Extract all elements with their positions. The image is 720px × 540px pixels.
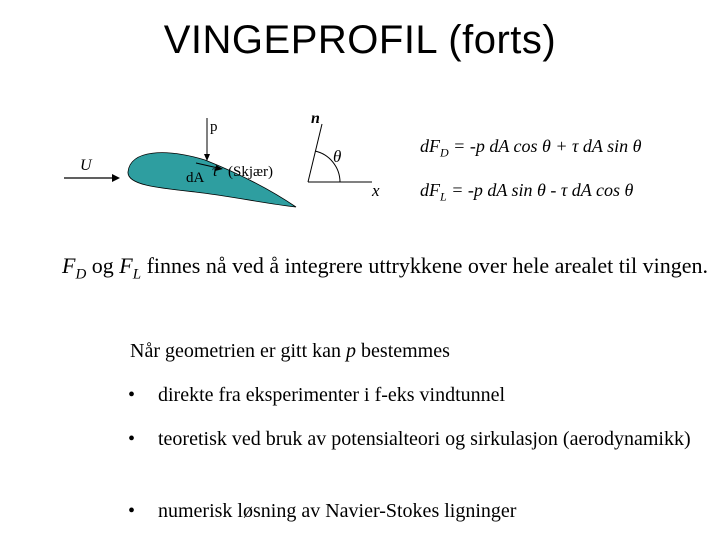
label-skjaer: (Skjær) [228, 164, 273, 180]
label-u: U [80, 157, 92, 174]
equation-drag [420, 136, 641, 161]
bullet-text: direkte fra eksperimenter i f-eks vindtunnel [158, 384, 506, 406]
intro-p: p [346, 340, 357, 362]
og-word: og [86, 253, 120, 278]
bullet-icon: • [128, 500, 136, 522]
label-da: dA [186, 170, 205, 186]
intro-after: bestemmes [356, 340, 450, 362]
fd-sub: D [75, 266, 87, 283]
fl-symbol: F [119, 253, 133, 278]
equation-drag-sub: D [440, 145, 449, 160]
paragraph-rest: finnes nå ved å integrere uttrykkene over hele arealet til vingen. [141, 253, 708, 278]
label-tau: τ [212, 163, 218, 180]
bullet-text: numerisk løsning av Navier-Stokes ligninger [158, 500, 517, 522]
bullet-icon: • [128, 384, 136, 406]
flow-arrow-head [112, 174, 120, 182]
equation-drag-lhs: dF [420, 136, 440, 156]
equation-lift-sub: L [440, 189, 447, 204]
label-p: p [210, 119, 218, 135]
bullet-icon: • [128, 428, 136, 450]
integration-paragraph [62, 252, 712, 288]
label-x: x [372, 181, 380, 200]
label-theta: θ [333, 147, 342, 166]
geometry-intro [130, 340, 450, 363]
equation-lift [420, 180, 633, 205]
intro-before: Når geometrien er gitt kan [130, 340, 347, 362]
fd-symbol: F [62, 253, 76, 278]
bullet-text: teoretisk ved bruk av potensialteori og sirkulasjon (aerodynamikk) [158, 428, 691, 450]
fl-sub: L [132, 266, 142, 283]
label-n: n [311, 110, 320, 127]
page-title: VINGEPROFIL (forts) [163, 18, 557, 62]
equation-drag-rhs: = -p dA cos θ + τ dA sin θ [448, 136, 642, 156]
equation-lift-lhs: dF [420, 180, 440, 200]
equation-lift-rhs: = -p dA sin θ - τ dA cos θ [446, 180, 634, 200]
